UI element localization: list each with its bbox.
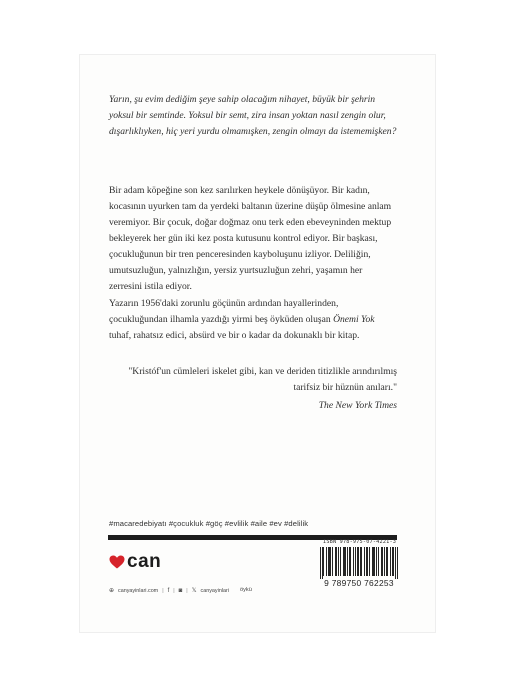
facebook-icon[interactable]: f bbox=[167, 587, 170, 594]
barcode-bar bbox=[353, 547, 354, 576]
hashtags: #macaredebiyatı #çocukluk #göç #evlilik #aile #ev #delilik bbox=[109, 519, 309, 528]
separator: | bbox=[173, 587, 175, 594]
barcode-bar bbox=[397, 547, 398, 579]
isbn-digits: 9 789750 762253 bbox=[324, 578, 394, 588]
author-paragraph-start: Yazarın 1956'daki zorunlu göçünün ardından hayallerinden, çocukluğundan ilhamla yazdığı yirmi beş öyküden oluşan bbox=[109, 298, 339, 325]
barcode-bar bbox=[387, 547, 388, 576]
isbn-label: ISBN 978-975-07-4221-3 bbox=[323, 539, 397, 545]
separator: | bbox=[162, 587, 164, 594]
barcode-bar bbox=[329, 547, 330, 576]
barcode-bar bbox=[376, 547, 377, 576]
barcode-bar bbox=[395, 547, 396, 579]
barcode-bar bbox=[330, 547, 331, 576]
barcode-bar bbox=[347, 547, 348, 576]
barcode-bar bbox=[373, 547, 374, 576]
quote-source: The New York Times bbox=[318, 400, 397, 411]
publisher-logo bbox=[109, 552, 161, 571]
barcode-bar bbox=[357, 547, 358, 576]
barcode-bar bbox=[390, 547, 391, 576]
press-quote: "Kristóf'un cümleleri iskelet gibi, kan ve deriden titizlikle arındırılmış tarifsiz bir hüznün anıları." bbox=[128, 366, 397, 393]
barcode-bar bbox=[372, 547, 373, 576]
genre-label: öykü bbox=[240, 587, 252, 593]
barcode-bar bbox=[386, 547, 387, 576]
barcode-bar bbox=[349, 547, 350, 576]
barcode-bar bbox=[367, 547, 368, 576]
separator: | bbox=[186, 587, 188, 594]
barcode-bar bbox=[336, 547, 337, 576]
author-paragraph bbox=[109, 296, 397, 344]
barcode-bar bbox=[332, 547, 333, 576]
barcode-bar bbox=[350, 547, 351, 576]
barcode-bar bbox=[326, 547, 327, 576]
barcode-bar bbox=[323, 547, 324, 576]
barcode-bar bbox=[378, 547, 379, 576]
book-title: Önemi Yok bbox=[333, 314, 375, 325]
barcode-bar bbox=[374, 547, 375, 576]
barcode-bar bbox=[345, 547, 346, 576]
barcode-bar bbox=[320, 547, 321, 579]
barcode-bar bbox=[335, 547, 336, 576]
barcode-bar bbox=[361, 547, 362, 576]
x-icon[interactable]: 𝕏 bbox=[191, 588, 197, 594]
publisher-website[interactable]: canyayinlari.com bbox=[118, 587, 159, 594]
publisher-social-handle[interactable]: canyayinlari bbox=[200, 587, 230, 594]
heart-icon bbox=[109, 555, 125, 569]
barcode-bar bbox=[366, 547, 367, 576]
barcode-bar bbox=[355, 547, 356, 576]
barcode-bar bbox=[364, 547, 365, 576]
barcode-bar bbox=[338, 547, 339, 576]
barcode bbox=[320, 547, 398, 579]
author-paragraph-end: tuhaf, rahatsız edici, absürd ve bir o kadar da dokunaklı bir kitap. bbox=[109, 330, 360, 341]
intro-excerpt: Yarın, şu evim dediğim şeye sahip olacağım nihayet, büyük bir şehrin yoksul bir semtinde. Yoksul bir semt, zira insan yoktan nasıl zengin olur, dışarlıklıyken, hiç yeri yurdu olmamışken, zengin olmayı da istememişken? bbox=[109, 94, 397, 137]
barcode-bar bbox=[340, 547, 341, 576]
barcode-bar bbox=[393, 547, 394, 576]
publisher-logo-text: can bbox=[127, 551, 162, 572]
barcode-bar bbox=[322, 547, 323, 579]
barcode-bar bbox=[328, 547, 329, 576]
instagram-icon[interactable]: ◙ bbox=[178, 587, 183, 594]
barcode-bar bbox=[382, 547, 383, 576]
barcode-bar bbox=[344, 547, 345, 576]
publisher-links bbox=[109, 587, 229, 594]
synopsis-paragraph: Bir adam köpeğine son kez sarılırken heykele dönüşüyor. Bir kadın, kocasının uyurken tam da yerdeki baltanın üzerine düşüp ölmesine anlam veremiyor. Bir çocuk, doğar doğmaz onu terk eden ebeveyninden mektup bekleyerek her gün iki kez posta kutusunu kontrol ediyor. Bir başkası, çocukluğunun bir tren penceresinden kayboluşunu izliyor. Deliliğin, umutsuzluğun, yalnızlığın, yersiz yurtsuzluğun zehri, yaşamın her zerresini istila ediyor. bbox=[109, 185, 392, 292]
barcode-bar bbox=[358, 547, 359, 576]
barcode-bar bbox=[392, 547, 393, 576]
barcode-bar bbox=[360, 547, 361, 576]
barcode-bar bbox=[384, 547, 385, 576]
barcode-bar bbox=[343, 547, 344, 576]
globe-icon[interactable]: ⊕ bbox=[109, 588, 115, 594]
barcode-bar bbox=[369, 547, 370, 576]
barcode-bar bbox=[381, 547, 382, 576]
